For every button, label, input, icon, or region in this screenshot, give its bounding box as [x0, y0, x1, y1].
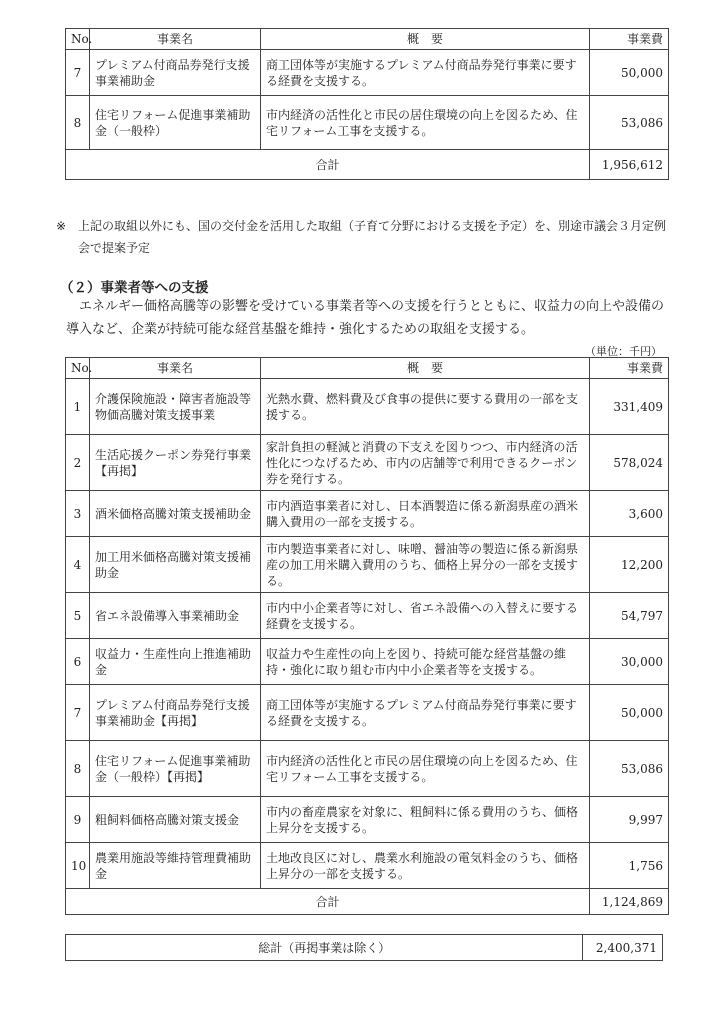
- row-no: 8: [66, 96, 90, 150]
- row-name: 収益力・生産性向上推進補助金: [90, 639, 261, 685]
- row-name: 酒米価格高騰対策支援補助金: [90, 491, 261, 537]
- row-name: プレミアム付商品券発行支援事業補助金: [90, 50, 261, 96]
- row-cost: 30,000: [590, 639, 669, 685]
- row-name: 省エネ設備導入事業補助金: [90, 593, 261, 639]
- row-no: 8: [66, 741, 90, 797]
- budget-table-2: [65, 357, 669, 915]
- header-name: 事業名: [90, 29, 261, 50]
- total-row: [66, 889, 669, 915]
- header-cost: 事業費: [590, 29, 669, 50]
- table-row: [66, 96, 669, 150]
- row-name: 農業用施設等維持管理費補助金: [90, 843, 261, 889]
- header-summary: 概 要: [261, 29, 590, 50]
- row-no: 7: [66, 685, 90, 741]
- row-cost: 9,997: [590, 797, 669, 843]
- row-no: 6: [66, 639, 90, 685]
- total-value: 1,956,612: [590, 150, 669, 180]
- row-name: 介護保険施設・障害者施設等物価高騰対策支援事業: [90, 379, 261, 435]
- row-summary: 市内の畜産農家を対象に、粗飼料に係る費用のうち、価格上昇分を支援する。: [261, 797, 590, 843]
- row-summary: 商工団体等が実施するプレミアム付商品券発行事業に要する経費を支援する。: [261, 685, 590, 741]
- header-no: No.: [66, 29, 90, 50]
- table-row: [66, 435, 669, 491]
- total-label: 合計: [66, 150, 590, 180]
- unit-label: （単位：千円）: [585, 345, 662, 358]
- row-summary: 土地改良区に対し、農業水利施設の電気料金のうち、価格上昇分の一部を支援する。: [261, 843, 590, 889]
- total-value: 1,124,869: [590, 889, 669, 915]
- table-row: [66, 537, 669, 593]
- row-no: 9: [66, 797, 90, 843]
- row-summary: 家計負担の軽減と消費の下支えを図りつつ、市内経済の活性化につなげるため、市内の店舗等で利用できるクーポン券を発行する。: [261, 435, 590, 491]
- header-name: 事業名: [90, 358, 261, 379]
- row-name: 住宅リフォーム促進事業補助金（一般枠）: [90, 96, 261, 150]
- table-header-row: [66, 358, 669, 379]
- grand-total-row: [66, 935, 663, 961]
- row-no: 4: [66, 537, 90, 593]
- row-no: 5: [66, 593, 90, 639]
- section-title: （２）事業者等への支援: [60, 280, 209, 296]
- row-summary: 収益力や生産性の向上を図り、持続可能な経営基盤の維持・強化に取り組む市内中小企業者等を支援する。: [261, 639, 590, 685]
- table-row: [66, 685, 669, 741]
- row-cost: 50,000: [590, 685, 669, 741]
- section-body: エネルギー価格高騰等の影響を受けている事業者等への支援を行うとともに、収益力の向上や設備の導入など、企業が持続可能な経営基盤を維持・強化するための取組を支援する。: [66, 299, 665, 337]
- row-name: プレミアム付商品券発行支援事業補助金【再掲】: [90, 685, 261, 741]
- footnote: [56, 215, 666, 259]
- table-row: [66, 50, 669, 96]
- row-cost: 50,000: [590, 50, 669, 96]
- total-label: 合計: [66, 889, 590, 915]
- table-row: [66, 639, 669, 685]
- table-row: [66, 843, 669, 889]
- table-row: [66, 741, 669, 797]
- footnote-text: 上記の取組以外にも、国の交付金を活用した取組（子育て分野における支援を予定）を、別途市議会３月定例会で提案予定: [78, 219, 667, 255]
- row-cost: 578,024: [590, 435, 669, 491]
- header-cost: 事業費: [590, 358, 669, 379]
- header-summary: 概 要: [261, 358, 590, 379]
- budget-table-1: [65, 28, 669, 180]
- row-no: 1: [66, 379, 90, 435]
- row-summary: 市内中小企業者等に対し、省エネ設備への入替えに要する経費を支援する。: [261, 593, 590, 639]
- row-summary: 商工団体等が実施するプレミアム付商品券発行事業に要する経費を支援する。: [261, 50, 590, 96]
- row-name: 粗飼料価格高騰対策支援金: [90, 797, 261, 843]
- footnote-mark: ※: [56, 219, 67, 233]
- row-no: 3: [66, 491, 90, 537]
- header-no: No.: [66, 358, 90, 379]
- grand-total-label: 総計（再掲事業は除く）: [66, 935, 583, 961]
- row-cost: 54,797: [590, 593, 669, 639]
- table-row: [66, 593, 669, 639]
- row-name: 生活応援クーポン券発行事業【再掲】: [90, 435, 261, 491]
- row-summary: 市内酒造事業者に対し、日本酒製造に係る新潟県産の酒米購入費用の一部を支援する。: [261, 491, 590, 537]
- table-row: [66, 797, 669, 843]
- grand-total-value: 2,400,371: [583, 935, 663, 961]
- table-header-row: [66, 29, 669, 50]
- row-name: 住宅リフォーム促進事業補助金（一般枠）【再掲】: [90, 741, 261, 797]
- row-no: 2: [66, 435, 90, 491]
- row-summary: 市内経済の活性化と市民の居住環境の向上を図るため、住宅リフォーム工事を支援する。: [261, 96, 590, 150]
- row-summary: 市内製造事業者に対し、味噌、醤油等の製造に係る新潟県産の加工用米購入費用のうち、価格上昇分の一部を支援する。: [261, 537, 590, 593]
- table-row: [66, 379, 669, 435]
- row-name: 加工用米価格高騰対策支援補助金: [90, 537, 261, 593]
- row-summary: 市内経済の活性化と市民の居住環境の向上を図るため、住宅リフォーム工事を支援する。: [261, 741, 590, 797]
- row-cost: 12,200: [590, 537, 669, 593]
- table-row: [66, 491, 669, 537]
- grand-total-table: [65, 934, 663, 961]
- total-row: [66, 150, 669, 180]
- row-summary: 光熱水費、燃料費及び食事の提供に要する費用の一部を支援する。: [261, 379, 590, 435]
- row-cost: 53,086: [590, 96, 669, 150]
- row-cost: 3,600: [590, 491, 669, 537]
- row-no: 10: [66, 843, 90, 889]
- row-cost: 331,409: [590, 379, 669, 435]
- row-cost: 53,086: [590, 741, 669, 797]
- row-cost: 1,756: [590, 843, 669, 889]
- row-no: 7: [66, 50, 90, 96]
